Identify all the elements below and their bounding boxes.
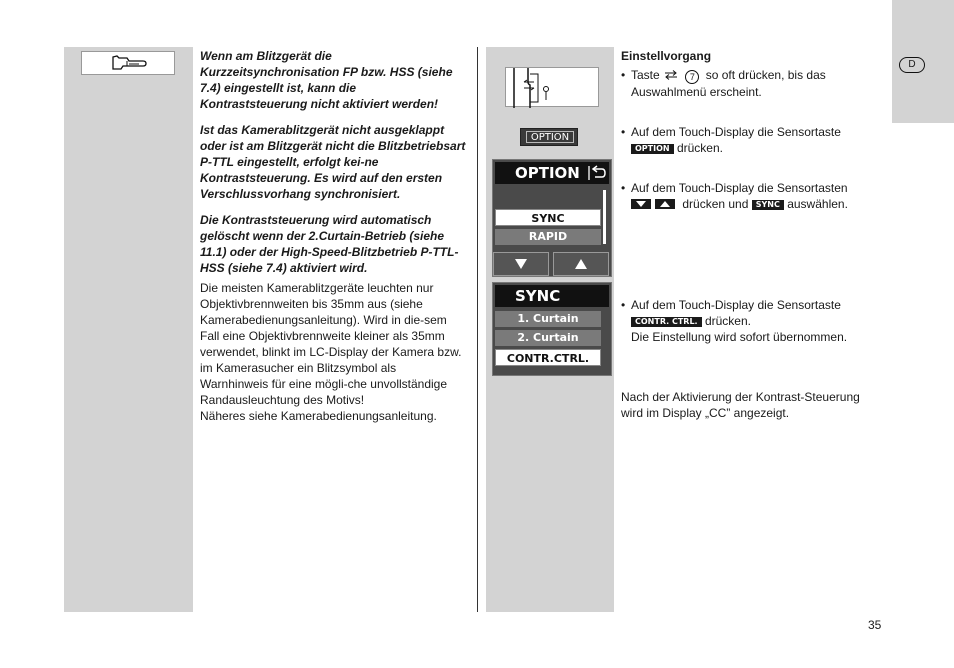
menu-item-2-curtain[interactable]: 2. Curtain bbox=[495, 330, 601, 346]
column-divider bbox=[477, 47, 478, 612]
bullet: • bbox=[621, 181, 626, 195]
step-3-text-b: auswählen. bbox=[787, 197, 848, 211]
pointing-hand-icon bbox=[109, 53, 149, 73]
option-menu-panel bbox=[492, 159, 612, 277]
note-paragraph-fp-hss: Wenn am Blitzgerät die Kurzzeitsynchronisation FP bzw. HSS (siehe 7.4) eingestellt ist, kann die Kontraststeuerung nicht aktiviert werden! bbox=[200, 49, 453, 111]
down-button[interactable] bbox=[493, 252, 549, 276]
sync-chip: SYNC bbox=[752, 200, 784, 210]
triangle-down-icon bbox=[636, 201, 646, 207]
option-menu-header bbox=[495, 162, 609, 184]
step-4-text-c: Die Einstellung wird sofort übernommen. bbox=[631, 330, 848, 344]
switch-arrows-icon bbox=[664, 70, 678, 80]
menu-item-contr-ctrl[interactable]: CONTR.CTRL. bbox=[495, 349, 601, 366]
step-4-text-b: drücken. bbox=[704, 314, 751, 328]
triangle-up-icon bbox=[660, 201, 670, 207]
step-3-text-a: Auf dem Touch-Display die Sensortasten bbox=[631, 181, 848, 195]
footer-note: Nach der Aktivierung der Kontrast-Steuerung wird im Display „CC” angezeigt. bbox=[621, 390, 860, 420]
page-number: 35 bbox=[868, 618, 882, 632]
option-chip: OPTION bbox=[631, 144, 674, 154]
menu-item-rapid[interactable]: RAPID bbox=[495, 229, 601, 245]
down-chip bbox=[631, 199, 651, 209]
step-1-text-b: so oft drücken, bis das Auswahlmenü erscheint. bbox=[631, 68, 826, 99]
step-2-text-a: Auf dem Touch-Display die Sensortaste bbox=[631, 125, 841, 139]
option-key-label: OPTION bbox=[526, 131, 574, 143]
note-icon-box bbox=[81, 51, 175, 75]
step-3 bbox=[621, 180, 881, 212]
bullet: • bbox=[621, 298, 626, 312]
up-button[interactable] bbox=[553, 252, 609, 276]
menu-item-1-curtain[interactable]: 1. Curtain bbox=[495, 311, 601, 327]
triangle-down-icon bbox=[514, 258, 528, 270]
bullet: • bbox=[621, 125, 626, 139]
note-paragraph-auto-delete: Die Kontraststeuerung wird automatisch gelöscht wenn der 2.Curtain-Betrieb (siehe 11.1) oder der High-Speed-Blitzbetrieb P-TTL-HSS (siehe 7.4) aktiviert wird. bbox=[200, 213, 459, 275]
note-paragraph-ptl: Ist das Kamerablitzgerät nicht ausgeklappt oder ist am Blitzgerät nicht die Blitzbetriebsart P-TTL eingestellt, erfolgt kei-ne Kontraststeuerung. Es wird auf den ersten Verschlussvorhang synchronisiert. bbox=[200, 123, 466, 201]
triangle-up-icon bbox=[574, 258, 588, 270]
sync-menu-header bbox=[495, 285, 609, 307]
option-menu-scrollbar[interactable] bbox=[603, 190, 606, 244]
left-margin-column bbox=[64, 47, 193, 612]
contr-ctrl-chip: CONTR. CTRL. bbox=[631, 317, 702, 327]
language-badge: D bbox=[899, 57, 925, 73]
option-menu-title: OPTION bbox=[515, 164, 580, 182]
step-3-text-mid: drücken und bbox=[682, 197, 749, 211]
step-4 bbox=[621, 297, 881, 345]
sync-menu-title: SYNC bbox=[515, 287, 561, 305]
menu-item-sync[interactable]: SYNC bbox=[495, 209, 601, 226]
step-2-text-b: drücken. bbox=[676, 141, 723, 155]
option-key-illustration bbox=[520, 128, 578, 146]
key-number-badge: 7 bbox=[685, 70, 699, 84]
step-1-text-a: Taste bbox=[631, 68, 660, 82]
return-arrow-icon bbox=[587, 165, 607, 181]
note-paragraph-focal-length: Die meisten Kamerablitzgeräte leuchten nur Objektivbrennweiten bis 35mm aus (siehe Kamerabedienungsanleitung). Wird in die-sem Fall eine Objektivbrennweite kleiner als 35mm verwendet, blinkt im LC-Display der Kamera bzw. im Kamerasucher ein Blitzsymbol als Warnhinweis für eine mögli-che unvollständige Randausleuchtung des Motivs! bbox=[200, 281, 462, 407]
up-chip bbox=[655, 199, 675, 209]
step-2 bbox=[621, 124, 871, 156]
step-4-text-a: Auf dem Touch-Display die Sensortaste bbox=[631, 298, 841, 312]
step-1 bbox=[621, 67, 866, 100]
steps-heading: Einstellvorgang bbox=[621, 49, 712, 63]
bullet: • bbox=[621, 68, 626, 82]
note-text bbox=[200, 48, 466, 434]
flash-key-illustration bbox=[505, 67, 599, 107]
sync-menu-panel bbox=[492, 282, 612, 376]
flash-device-icon bbox=[506, 68, 600, 108]
note-paragraph-reference: Näheres siehe Kamerabedienungsanleitung. bbox=[200, 409, 437, 423]
